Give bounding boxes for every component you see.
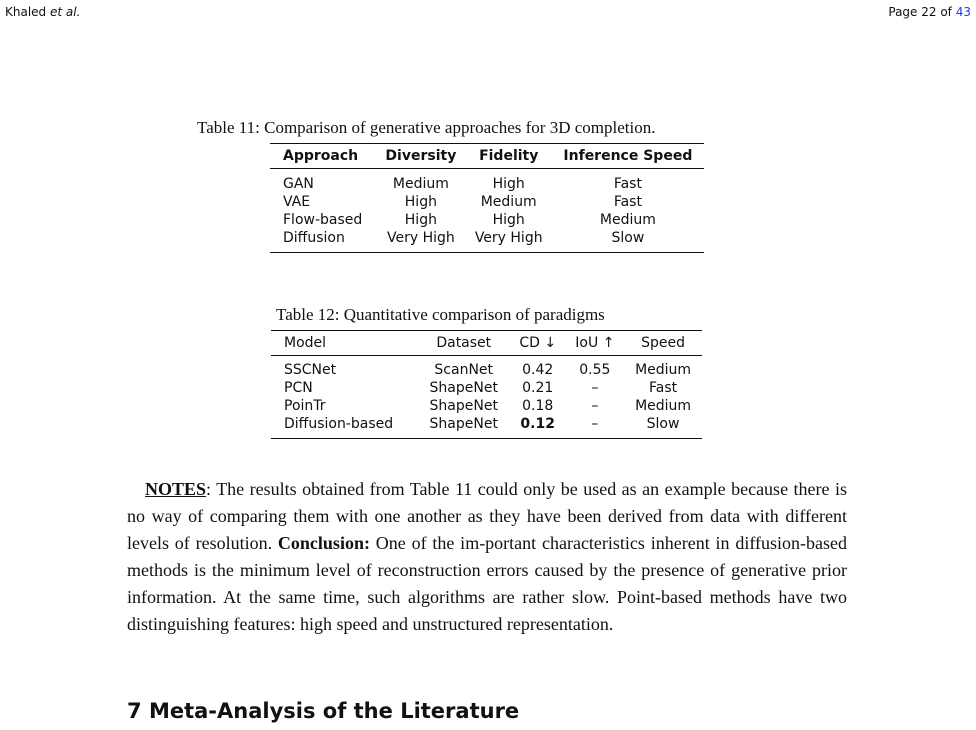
table-cell: VAE: [283, 194, 311, 210]
running-header-page: [888, 5, 971, 19]
table-row: [270, 229, 704, 253]
column-header: Inference Speed: [552, 144, 704, 169]
table-cell: Medium: [480, 194, 537, 210]
notes-paragraph: [127, 476, 847, 638]
table-cell: 0.55: [579, 362, 611, 378]
author-name: Khaled: [5, 5, 47, 19]
table-cell: Fast: [648, 380, 678, 396]
table-cell: High: [404, 194, 437, 210]
table-cell: –: [591, 416, 599, 432]
table-header-row: [271, 331, 702, 356]
table-cell: Medium: [635, 398, 692, 414]
author-etal: et al.: [50, 5, 81, 19]
table-cell: –: [591, 380, 599, 396]
table-row: [270, 193, 704, 211]
notes-text-part-1: : The results obtained from Table 11 could only be used as an example because there is no way of comparing them with one another as they have been derived from data with different levels of resolution.: [127, 479, 847, 553]
section-title: Meta-Analysis of the Literature: [148, 699, 520, 723]
conclusion-label: Conclusion:: [277, 533, 370, 553]
column-header: Diversity: [376, 144, 466, 169]
section-number: 7: [127, 699, 142, 723]
table-12-caption: Table 12: Quantitative comparison of paradigms: [276, 305, 605, 324]
table-cell: Slow: [611, 230, 645, 246]
running-header-author: [5, 5, 80, 19]
notes-label: NOTES: [145, 479, 207, 499]
table-row: [271, 415, 702, 439]
table-11-caption: Table 11: Comparison of generative approaches for 3D completion.: [197, 118, 656, 137]
page-number-label: Page 22 of: [888, 5, 952, 19]
table-cell: Diffusion-based: [284, 416, 394, 432]
table-cell: Very High: [386, 230, 455, 246]
table-row: [270, 211, 704, 229]
table-cell: ShapeNet: [429, 416, 498, 432]
column-header: Speed: [624, 331, 702, 356]
table-row: [271, 379, 702, 397]
table-cell: Slow: [646, 416, 680, 432]
table-row: [271, 397, 702, 415]
column-header: CD ↓: [510, 331, 566, 356]
section-heading: [127, 699, 519, 723]
table-cell: High: [404, 212, 437, 228]
table-cell: SSCNet: [284, 362, 337, 378]
column-header: Model: [271, 331, 418, 356]
table-cell: Fast: [613, 176, 642, 192]
table-cell: Medium: [392, 176, 449, 192]
table-cell-best-cd: 0.12: [520, 416, 555, 432]
table-row: [270, 169, 704, 194]
table-11: [270, 143, 704, 253]
table-cell: Medium: [635, 362, 692, 378]
table-cell: Flow-based: [283, 212, 363, 228]
notes-text-part-2: One of the im-portant characteristics inherent in diffusion-based methods is the minimum level of reconstruction errors caused by the presence of generative prior information. At the same time, such algorithms are rather slow. Point-based methods have two distinguishing features: high speed and unstructured representation.: [127, 533, 847, 634]
table-cell: 0.18: [522, 398, 554, 414]
column-header: IoU ↑: [566, 331, 625, 356]
table-cell: High: [492, 176, 525, 192]
table-cell: ShapeNet: [429, 380, 498, 396]
table-cell: PoinTr: [284, 398, 326, 414]
total-pages-link[interactable]: 43: [955, 5, 971, 19]
table-cell: Diffusion: [283, 230, 345, 246]
table-cell: 0.42: [522, 362, 554, 378]
table-cell: ShapeNet: [429, 398, 498, 414]
table-cell: High: [492, 212, 525, 228]
table-cell: 0.21: [522, 380, 554, 396]
table-cell: PCN: [284, 380, 313, 396]
table-cell: ScanNet: [434, 362, 494, 378]
table-row: [271, 356, 702, 380]
column-header: Dataset: [418, 331, 510, 356]
table-cell: –: [591, 398, 599, 414]
column-header: Fidelity: [466, 144, 552, 169]
table-cell: GAN: [283, 176, 314, 192]
table-cell: Fast: [613, 194, 642, 210]
table-12: [271, 330, 702, 439]
table-cell: Medium: [599, 212, 656, 228]
column-header: Approach: [270, 144, 376, 169]
table-cell: Very High: [474, 230, 543, 246]
table-header-row: [270, 144, 704, 169]
